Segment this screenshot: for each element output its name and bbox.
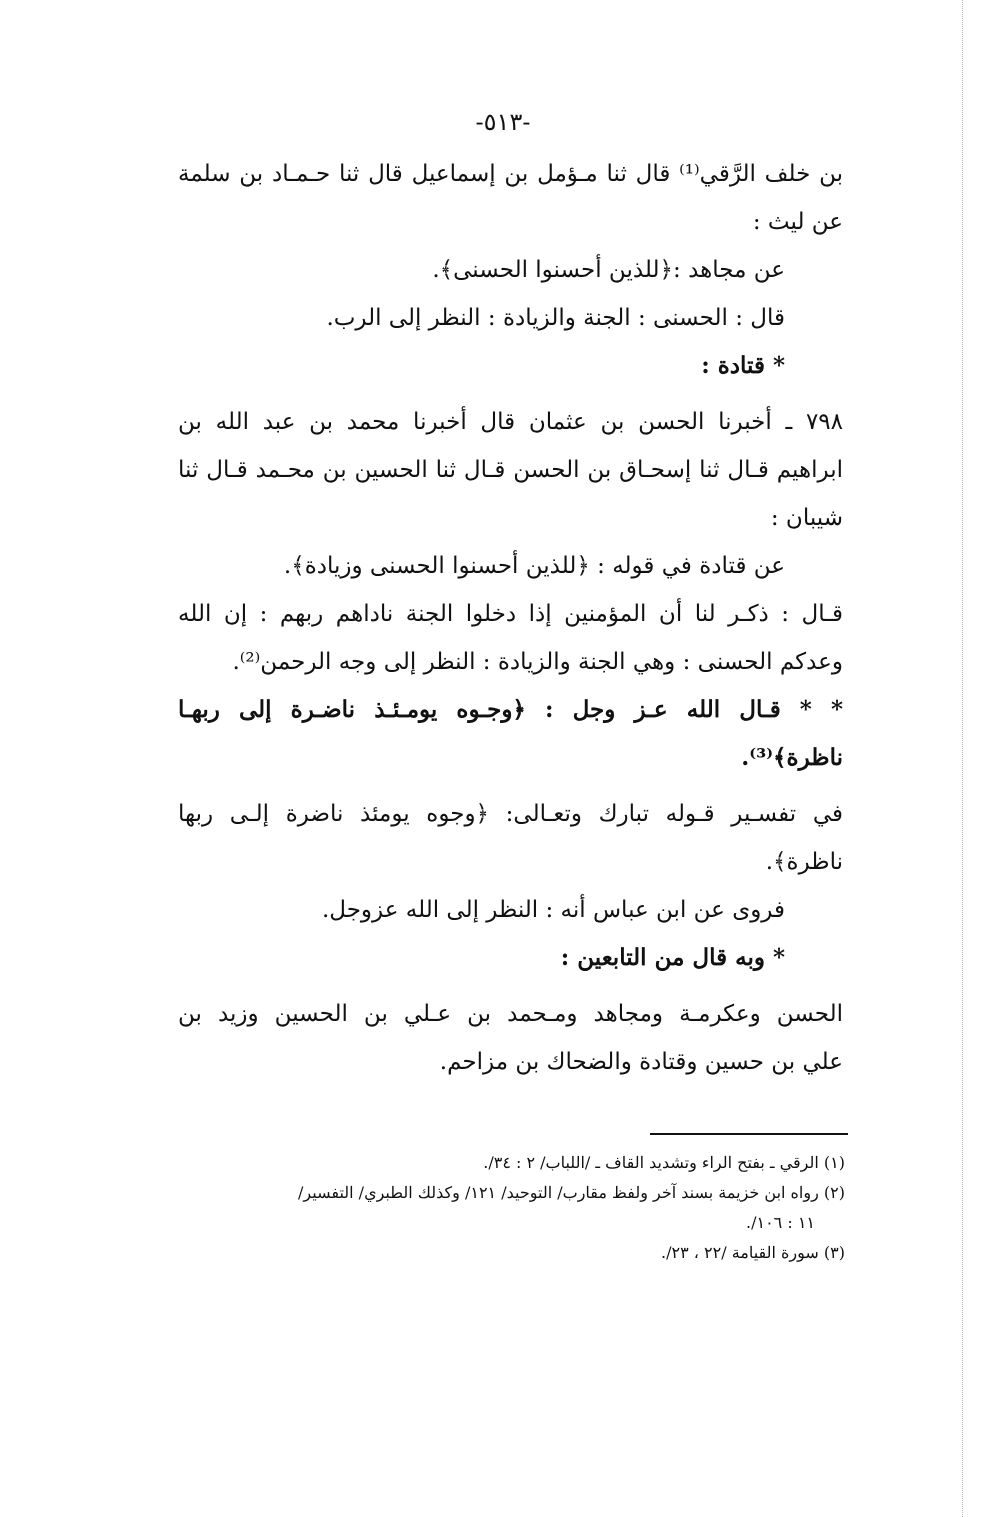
text-line: قال : الحسنى : الجنة والزيادة : النظر إلى الرب. (326, 305, 785, 331)
page-edge-dotted-line (962, 0, 963, 1517)
text-line: علي بن حسين وقتادة والضحاك بن مزاحم. (439, 1049, 843, 1075)
footnote-3: (٣) سورة القيامة /٢٢ ، ٢٣/. (661, 1243, 845, 1262)
text-line: قـال : ذكـر لنا أن المؤمنين إذا دخلوا الجنة ناداهم ربهم : إن الله (178, 601, 843, 627)
section-heading-verse-end: ناظرة﴾⁽³⁾. (741, 744, 843, 771)
text-line: عن قتادة في قوله : ﴿للذين أحسنوا الحسنى وزيادة﴾. (283, 553, 785, 579)
main-text (178, 150, 843, 1086)
footnotes (298, 1148, 845, 1268)
text-line: بن خلف الرَّقي⁽¹⁾ قال ثنا مـؤمل بن إسماعيل قال ثنا حـمـاد بن سلمة (178, 161, 843, 187)
text-line: فروى عن ابن عباس أنه : النظر إلى الله عزوجل. (321, 897, 785, 923)
footnote-1: (١) الرقي ـ بفتح الراء وتشديد القاف ـ /اللباب/ ٢ : ٣٤/. (483, 1153, 845, 1172)
section-heading-tabiun: * وبه قال من التابعين : (560, 944, 785, 971)
page-number: -٥١٣- (475, 108, 531, 136)
text-line: شيبان : (770, 505, 843, 531)
text-line: ناظرة﴾. (765, 849, 843, 875)
text-line: الحسن وعكرمـة ومجاهد ومـحمد بن عـلي بن الحسين وزيد بن (178, 1001, 843, 1027)
text-line: عن ليث : (752, 209, 843, 235)
text-line: ابراهيم قـال ثنا إسحـاق بن الحسن قـال ثنا الحسين بن محـمد قـال ثنا (178, 457, 843, 483)
text-line: ٧٩٨ ـ أخبرنا الحسن بن عثمان قال أخبرنا محمد بن عبد الله بن (178, 409, 843, 435)
text-line: في تفسـير قـوله تبارك وتعـالى: ﴿وجوه يومئذ ناضرة إلـى ربها (178, 801, 843, 827)
text-line: عن مجاهد :﴿للذين أحسنوا الحسنى﴾. (432, 257, 785, 283)
footnote-2: (٢) رواه ابن خزيمة بسند آخر ولفظ مقارب/ التوحيد/ ١٢١/ وكذلك الطبري/ التفسير/ (298, 1183, 845, 1202)
text-line: وعدكم الحسنى : وهي الجنة والزيادة : النظر إلى وجه الرحمن⁽²⁾. (232, 649, 843, 675)
section-heading-verse: * * قـال الله عـز وجل : ﴿وجـوه يومـئـذ ناضـرة إلى ربهـا (178, 696, 843, 723)
footnote-separator (650, 1133, 848, 1135)
footnote-2-continued: ١١ : ١٠٦/. (745, 1213, 815, 1232)
section-heading-qatada: * قتادة : (701, 352, 785, 379)
